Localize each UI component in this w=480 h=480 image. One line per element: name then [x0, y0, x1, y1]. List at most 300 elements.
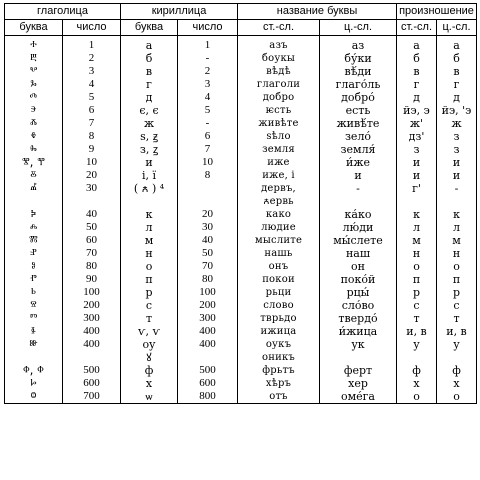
glagolitic-number: 200	[83, 299, 100, 311]
pronunciation-ocs: б	[413, 52, 420, 65]
pronunciation-cs-cell	[437, 182, 477, 208]
cyrillic-number: 1	[204, 39, 211, 51]
pronunciation-ocs-cell	[397, 91, 437, 104]
pronunciation-ocs-cell	[397, 377, 437, 390]
cyrillic-number-cell	[178, 78, 238, 91]
glagolitic-letter-cell	[5, 312, 63, 325]
group-header-cyrillic: кириллица	[121, 4, 238, 20]
cyrillic-number: 3	[204, 78, 211, 90]
pronunciation-cs-cell	[437, 169, 477, 182]
cyrillic-number-cell	[178, 390, 238, 404]
cyrillic-number-cell	[178, 143, 238, 156]
name-church-slavonic: наш	[345, 247, 371, 260]
cyrillic-number-cell	[178, 117, 238, 130]
name-old-church-slavonic: ижица	[260, 326, 297, 337]
cyrillic-letter-cell	[121, 364, 178, 377]
name-church-slavonic-cell	[320, 286, 397, 299]
name-old-church-slavonic: мыслите	[254, 235, 303, 246]
pronunciation-cs: з	[453, 143, 460, 156]
cyrillic-number: -	[205, 52, 210, 64]
pronunciation-cs-cell	[437, 143, 477, 156]
cyrillic-number: -	[205, 117, 210, 129]
name-church-slavonic-cell	[320, 273, 397, 286]
glagolitic-letter: ⱆ	[29, 338, 38, 351]
pronunciation-ocs: дз'	[408, 130, 425, 143]
glagolitic-number-cell	[63, 390, 121, 404]
subheader-cyr-number: число	[178, 20, 238, 36]
glagolitic-number-cell	[63, 65, 121, 78]
pronunciation-cs: ж	[451, 117, 462, 130]
table-row	[5, 221, 477, 234]
pronunciation-ocs: ж'	[409, 117, 424, 130]
glagolitic-letter-cell	[5, 156, 63, 169]
glagolitic-letter: ⰶ	[30, 117, 37, 130]
glagolitic-number: 6	[88, 104, 95, 116]
table-row	[5, 104, 477, 117]
table-row	[5, 91, 477, 104]
glagolitic-letter: ⰿ	[29, 234, 38, 247]
cyrillic-number: 20	[202, 208, 213, 220]
glagolitic-letter-cell	[5, 338, 63, 364]
name-church-slavonic: рцы́	[346, 286, 370, 299]
pronunciation-cs-cell	[437, 338, 477, 364]
glagolitic-number-cell	[63, 273, 121, 286]
glagolitic-number: 300	[83, 312, 100, 324]
pronunciation-cs-cell	[437, 377, 477, 390]
pronunciation-cs: х	[453, 377, 460, 390]
glagolitic-letter-cell	[5, 247, 63, 260]
cyrillic-number-cell	[178, 65, 238, 78]
pronunciation-ocs: о	[413, 260, 420, 273]
cyrillic-letter-cell	[121, 182, 178, 208]
glagolitic-number: 20	[86, 169, 97, 181]
table-row	[5, 78, 477, 91]
cyrillic-letter-cell	[121, 91, 178, 104]
cyrillic-letter: т	[145, 312, 153, 325]
pronunciation-ocs: и, в	[406, 325, 427, 338]
name-old-church-slavonic: ѥсть	[265, 105, 292, 116]
pronunciation-ocs: и	[412, 169, 421, 182]
pronunciation-cs-cell	[437, 104, 477, 117]
name-old-church-slavonic: покои	[262, 274, 295, 285]
name-church-slavonic-cell	[320, 338, 397, 364]
glagolitic-letter: ⱛ	[31, 325, 36, 338]
pronunciation-ocs: и	[412, 156, 421, 169]
pronunciation-cs: г	[453, 78, 460, 91]
pronunciation-cs: с	[453, 299, 460, 312]
pronunciation-cs: йэ, 'э	[441, 104, 472, 117]
name-church-slavonic: и́жица	[338, 325, 378, 338]
cyrillic-number: 50	[202, 247, 213, 259]
name-church-slavonic: бу́ки	[344, 52, 372, 65]
pronunciation-ocs-cell	[397, 52, 437, 65]
glagolitic-number: 4	[88, 78, 95, 90]
pronunciation-cs: а	[453, 39, 460, 52]
cyrillic-letter: п	[145, 273, 153, 286]
cyrillic-letter: о	[145, 260, 153, 273]
glagolitic-letter-cell	[5, 273, 63, 286]
name-church-slavonic-cell	[320, 36, 397, 53]
pronunciation-cs-cell	[437, 312, 477, 325]
name-church-slavonic-cell	[320, 182, 397, 208]
cyrillic-letter: с	[145, 299, 153, 312]
cyrillic-number: 200	[199, 299, 216, 311]
table-row	[5, 364, 477, 377]
pronunciation-cs: п	[452, 273, 461, 286]
glagolitic-number: 2	[88, 52, 95, 64]
table-row	[5, 286, 477, 299]
cyrillic-number-cell	[178, 286, 238, 299]
glagolitic-letter-cell	[5, 260, 63, 273]
pronunciation-cs: ф	[452, 364, 461, 377]
glagolitic-number: 50	[86, 221, 97, 233]
pronunciation-ocs-cell	[397, 325, 437, 338]
glagolitic-number: 90	[86, 273, 97, 285]
name-church-slavonic: земля́	[340, 143, 376, 156]
name-old-church-slavonic-cell	[238, 169, 320, 182]
name-old-church-slavonic: хѣръ	[265, 378, 292, 389]
name-church-slavonic: и́же	[346, 156, 370, 169]
cyrillic-number: 10	[202, 156, 213, 168]
name-church-slavonic: он	[351, 260, 365, 273]
pronunciation-cs: и, в	[446, 325, 467, 338]
glagolitic-number-cell	[63, 286, 121, 299]
cyrillic-number-cell	[178, 169, 238, 182]
table-row	[5, 312, 477, 325]
pronunciation-cs-cell	[437, 156, 477, 169]
cyrillic-number: 400	[199, 338, 216, 350]
glagolitic-number-cell	[63, 364, 121, 377]
cyrillic-letter: ф	[144, 364, 154, 377]
cyrillic-letter: р	[145, 286, 153, 299]
pronunciation-cs-cell	[437, 247, 477, 260]
glagolitic-number-cell	[63, 91, 121, 104]
cyrillic-number: 400	[199, 325, 216, 337]
cyrillic-number: 80	[202, 273, 213, 285]
pronunciation-cs: к	[453, 208, 460, 221]
cyrillic-letter-cell	[121, 221, 178, 234]
glagolitic-letter: ⰼ	[30, 182, 37, 195]
cyrillic-number-cell	[178, 312, 238, 325]
table-row	[5, 156, 477, 169]
pronunciation-cs: н	[452, 247, 461, 260]
name-old-church-slavonic: ѕѣло	[266, 131, 291, 142]
cyrillic-number-cell	[178, 325, 238, 338]
name-old-church-slavonic: азъ	[269, 40, 288, 51]
cyrillic-number-cell	[178, 299, 238, 312]
subheader-glag-number: число	[63, 20, 121, 36]
pronunciation-ocs-cell	[397, 390, 437, 404]
name-old-church-slavonic-cell	[238, 104, 320, 117]
name-church-slavonic-cell	[320, 169, 397, 182]
cyrillic-letter-cell	[121, 234, 178, 247]
table-row	[5, 247, 477, 260]
pronunciation-cs: -	[454, 182, 459, 195]
pronunciation-ocs-cell	[397, 65, 437, 78]
glagolitic-letter: ⱂ	[30, 273, 37, 286]
name-church-slavonic-cell	[320, 117, 397, 130]
group-header-pronunciation: произношение	[397, 4, 477, 20]
glagolitic-number-cell	[63, 78, 121, 91]
pronunciation-cs: м	[452, 234, 461, 247]
name-church-slavonic-cell	[320, 130, 397, 143]
name-old-church-slavonic-cell	[238, 91, 320, 104]
name-church-slavonic: глаго́ль	[335, 78, 381, 91]
glagolitic-letter: ⱄ	[30, 299, 37, 312]
cyrillic-letter: н	[145, 247, 153, 260]
pronunciation-cs: о	[453, 390, 460, 403]
pronunciation-ocs-cell	[397, 117, 437, 130]
name-church-slavonic: поко́й	[340, 273, 376, 286]
glagolitic-number: 700	[83, 390, 100, 402]
cyrillic-letter: оу ꙋ	[142, 338, 156, 364]
cyrillic-number: 500	[199, 364, 216, 376]
cyrillic-number: 5	[204, 104, 211, 116]
glagolitic-number: 80	[86, 260, 97, 272]
name-church-slavonic-cell	[320, 312, 397, 325]
name-old-church-slavonic-cell	[238, 312, 320, 325]
name-old-church-slavonic-cell	[238, 247, 320, 260]
glagolitic-letter-cell	[5, 117, 63, 130]
cyrillic-letter: є, є	[139, 104, 159, 117]
glagolitic-number-cell	[63, 117, 121, 130]
cyrillic-letter-cell	[121, 247, 178, 260]
table-row	[5, 390, 477, 404]
pronunciation-ocs-cell	[397, 273, 437, 286]
sub-header-row	[5, 20, 477, 36]
name-old-church-slavonic-cell	[238, 364, 320, 377]
pronunciation-cs: д	[453, 91, 460, 104]
pronunciation-ocs: г	[413, 78, 420, 91]
table-body	[5, 36, 477, 404]
cyrillic-letter: а	[145, 39, 153, 52]
subheader-pron-ocs: ст.-сл.	[397, 20, 437, 36]
pronunciation-ocs-cell	[397, 208, 437, 221]
pronunciation-cs: в	[453, 65, 460, 78]
name-old-church-slavonic: отъ	[269, 391, 288, 402]
cyrillic-number-cell	[178, 247, 238, 260]
glagolitic-number: 3	[88, 65, 95, 77]
pronunciation-cs: л	[453, 221, 460, 234]
pronunciation-cs-cell	[437, 91, 477, 104]
name-old-church-slavonic: добро	[262, 92, 295, 103]
name-old-church-slavonic: онъ	[268, 261, 289, 272]
name-church-slavonic-cell	[320, 377, 397, 390]
subheader-pron-cs: ц.-сл.	[437, 20, 477, 36]
name-old-church-slavonic-cell	[238, 390, 320, 404]
glagolitic-letter-cell	[5, 221, 63, 234]
glagolitic-letter: ⰸ	[30, 143, 37, 156]
subheader-cyr-letter: буква	[121, 20, 178, 36]
table-row	[5, 130, 477, 143]
cyrillic-letter-cell	[121, 260, 178, 273]
name-old-church-slavonic-cell	[238, 156, 320, 169]
name-old-church-slavonic-cell	[238, 221, 320, 234]
name-church-slavonic: ка́ко	[344, 208, 372, 221]
pronunciation-cs: у	[453, 338, 460, 351]
glagolitic-letter: ⰳ	[30, 78, 37, 91]
pronunciation-cs-cell	[437, 390, 477, 404]
pronunciation-cs: б	[453, 52, 460, 65]
name-old-church-slavonic: живѣте	[258, 118, 299, 129]
pronunciation-cs-cell	[437, 260, 477, 273]
glagolitic-number: 7	[88, 117, 95, 129]
name-church-slavonic-cell	[320, 325, 397, 338]
table-row	[5, 65, 477, 78]
glagolitic-letter: ⰲ	[29, 65, 38, 78]
name-old-church-slavonic-cell	[238, 143, 320, 156]
name-old-church-slavonic-cell	[238, 338, 320, 364]
glagolitic-letter: ⱇ, ⱇ	[23, 364, 44, 377]
glagolitic-letter-cell	[5, 286, 63, 299]
pronunciation-ocs: к	[413, 208, 420, 221]
pronunciation-ocs-cell	[397, 338, 437, 364]
table-row	[5, 338, 477, 364]
cyrillic-number-cell	[178, 273, 238, 286]
cyrillic-number-cell	[178, 364, 238, 377]
name-church-slavonic: оме́га	[340, 390, 375, 403]
name-church-slavonic-cell	[320, 364, 397, 377]
cyrillic-letter-cell	[121, 299, 178, 312]
pronunciation-ocs: п	[412, 273, 421, 286]
glagolitic-number-cell	[63, 156, 121, 169]
cyrillic-number: 30	[202, 221, 213, 233]
pronunciation-ocs: г'	[412, 182, 421, 195]
table-row	[5, 325, 477, 338]
cyrillic-letter-cell	[121, 286, 178, 299]
pronunciation-ocs: ф	[412, 364, 421, 377]
glagolitic-letter: ⰵ	[30, 104, 37, 117]
name-church-slavonic: хер	[348, 377, 368, 390]
name-old-church-slavonic-cell	[238, 234, 320, 247]
cyrillic-letter-cell	[121, 78, 178, 91]
cyrillic-letter-cell	[121, 52, 178, 65]
glagolitic-number: 9	[88, 143, 95, 155]
glagolitic-letter-cell	[5, 364, 63, 377]
cyrillic-letter-cell	[121, 104, 178, 117]
pronunciation-ocs-cell	[397, 247, 437, 260]
pronunciation-cs: о	[453, 260, 460, 273]
name-old-church-slavonic-cell	[238, 117, 320, 130]
name-old-church-slavonic: оукъ оникъ	[262, 339, 295, 363]
cyrillic-letter: ( ꙉ ) ⁴	[133, 182, 165, 195]
name-church-slavonic: живѣ́те	[336, 117, 380, 130]
name-old-church-slavonic-cell	[238, 273, 320, 286]
name-church-slavonic-cell	[320, 299, 397, 312]
cyrillic-letter: з, ꙁ	[139, 143, 159, 156]
pronunciation-ocs-cell	[397, 260, 437, 273]
pronunciation-cs: и	[452, 169, 461, 182]
cyrillic-letter: д	[145, 91, 153, 104]
name-old-church-slavonic: рьци	[265, 287, 292, 298]
pronunciation-ocs: в	[413, 65, 420, 78]
name-old-church-slavonic-cell	[238, 377, 320, 390]
table-row	[5, 143, 477, 156]
glagolitic-number: 600	[83, 377, 100, 389]
name-old-church-slavonic-cell	[238, 299, 320, 312]
glagolitic-number: 60	[86, 234, 97, 246]
pronunciation-cs-cell	[437, 52, 477, 65]
pronunciation-cs-cell	[437, 78, 477, 91]
cyrillic-letter-cell	[121, 390, 178, 404]
name-church-slavonic: твердо́	[338, 312, 378, 325]
name-old-church-slavonic-cell	[238, 208, 320, 221]
cyrillic-number-cell	[178, 260, 238, 273]
cyrillic-letter-cell	[121, 156, 178, 169]
pronunciation-cs-cell	[437, 208, 477, 221]
cyrillic-letter: в	[145, 65, 153, 78]
name-old-church-slavonic: фрьтъ	[262, 365, 295, 376]
subheader-name-ocs: ст.-сл.	[238, 20, 320, 36]
name-old-church-slavonic: земля	[262, 144, 295, 155]
glagolitic-letter-cell	[5, 52, 63, 65]
name-church-slavonic-cell	[320, 260, 397, 273]
glagolitic-number-cell	[63, 299, 121, 312]
cyrillic-number-cell	[178, 208, 238, 221]
pronunciation-ocs: у	[413, 338, 420, 351]
pronunciation-ocs-cell	[397, 312, 437, 325]
name-old-church-slavonic: слово	[263, 300, 294, 311]
glagolitic-letter: ⰷ	[30, 130, 37, 143]
name-church-slavonic: ферт	[343, 364, 373, 377]
cyrillic-number: 800	[199, 390, 216, 402]
name-old-church-slavonic-cell	[238, 52, 320, 65]
name-church-slavonic: вѣ́ди	[344, 65, 372, 78]
pronunciation-cs-cell	[437, 364, 477, 377]
name-church-slavonic-cell	[320, 104, 397, 117]
cyrillic-letter: к	[145, 208, 153, 221]
glagolitic-letter: ⱈ	[30, 377, 37, 390]
cyrillic-letter-cell	[121, 312, 178, 325]
glagolitic-letter: ⰽ	[30, 208, 37, 221]
glagolitic-letter: ⰻ	[30, 169, 37, 182]
cyrillic-letter-cell	[121, 273, 178, 286]
table-row	[5, 117, 477, 130]
cyrillic-letter-cell	[121, 117, 178, 130]
glagolitic-letter: ⱃ	[31, 286, 36, 299]
cyrillic-number: 100	[199, 286, 216, 298]
name-church-slavonic: добро́	[341, 91, 375, 104]
cyrillic-letter: г	[146, 78, 152, 91]
name-church-slavonic: зело́	[344, 130, 372, 143]
glagolitic-number-cell	[63, 221, 121, 234]
pronunciation-ocs: р	[412, 286, 421, 299]
pronunciation-ocs-cell	[397, 169, 437, 182]
pronunciation-cs: и	[452, 156, 461, 169]
glagolitic-letter-cell	[5, 78, 63, 91]
name-church-slavonic: и	[354, 169, 362, 182]
name-old-church-slavonic-cell	[238, 36, 320, 53]
name-church-slavonic: аз	[351, 39, 365, 52]
cyrillic-letter-cell	[121, 36, 178, 53]
subheader-name-cs: ц.-сл.	[320, 20, 397, 36]
pronunciation-ocs: з	[413, 143, 420, 156]
name-old-church-slavonic-cell	[238, 182, 320, 208]
name-church-slavonic-cell	[320, 156, 397, 169]
table-row	[5, 273, 477, 286]
pronunciation-ocs: х	[413, 377, 420, 390]
glagolitic-letter: ⰺ, ⰹ	[22, 156, 45, 169]
cyrillic-letter: и	[145, 156, 153, 169]
glagolitic-number: 10	[86, 156, 97, 168]
pronunciation-cs-cell	[437, 286, 477, 299]
name-old-church-slavonic-cell	[238, 260, 320, 273]
pronunciation-cs-cell	[437, 273, 477, 286]
pronunciation-ocs: н	[412, 247, 421, 260]
cyrillic-letter: х	[145, 377, 153, 390]
glagolitic-number-cell	[63, 260, 121, 273]
cyrillic-letter: м	[144, 234, 154, 247]
